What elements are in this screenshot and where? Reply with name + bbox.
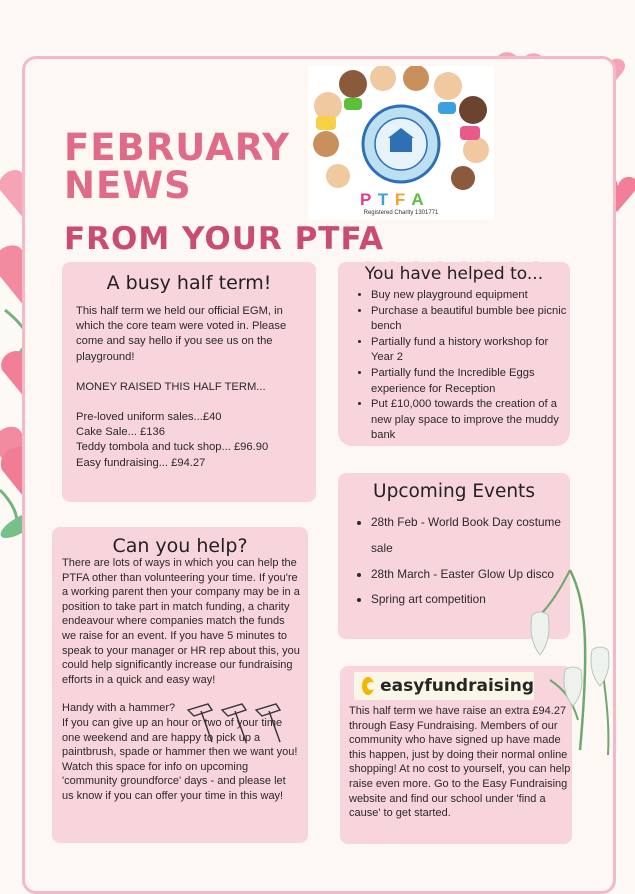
- helped-card: [338, 262, 570, 446]
- help-para-match-funding: There are lots of ways in which you can help the PTFA other than volunteering your time. If you're a working parent then your company may be in a position to take part in match funding, a charity endeavour where companies match the funds we raise for an event. If you have 5 minutes to speak to your manager or HR rep about this, you could help significantly increase our fundraising efforts in a quick and easy way!: [62, 557, 300, 686]
- title-february: FEBRUARY: [64, 126, 291, 169]
- registration-number: Registered Charity 1301771: [363, 210, 439, 216]
- help-heading: Can you help?: [112, 535, 248, 557]
- busy-half-term-card: [62, 262, 316, 502]
- money-item: Pre-loved uniform sales...£40: [76, 411, 222, 424]
- money-item: Easy fundraising... £94.27: [76, 456, 206, 469]
- helped-item: • Partially fund the Incredible Eggs experience for Reception: [371, 366, 570, 397]
- money-heading: MONEY RAISED THIS HALF TERM...: [76, 380, 266, 393]
- busy-heading: A busy half term!: [106, 272, 272, 294]
- easyfundraising-text: This half term we have raise an extra £94.27 through Easy Fundraising. Members of our community who have signed up have made this happen, just by doing their normal online shopping! At no cost to yourself, you can help raise even more. Go to the Easy Fundraising website and find our school under 'find a cause' to get started.: [349, 705, 571, 820]
- ptfa-logo: [308, 66, 494, 220]
- event-item: • 28th Feb - World Book Day costume sale: [371, 510, 570, 562]
- helped-item: • Purchase a beautiful bumble bee picnic bench: [371, 304, 570, 335]
- event-item: • Spring art competition: [371, 587, 570, 613]
- can-you-help-card: [52, 527, 308, 843]
- events-heading: Upcoming Events: [373, 481, 535, 502]
- ptfa-letter: P: [360, 190, 373, 209]
- easyfundraising-logo: [354, 672, 534, 700]
- money-item: Teddy tombola and tuck shop... £96.90: [76, 441, 269, 454]
- helped-item: • Partially fund a history workshop for Year 2: [371, 335, 570, 366]
- help-hammer-heading: Handy with a hammer?: [62, 702, 176, 715]
- title-news: NEWS: [64, 164, 192, 207]
- snowdrop-decoration: [510, 560, 635, 760]
- title-from-your-ptfa: FROM YOUR PTFA: [64, 221, 385, 257]
- easyfundraising-brand: easyfundraising: [380, 676, 534, 696]
- event-item: • 28th March - Easter Glow Up disco: [371, 562, 570, 588]
- help-para-groundforce: If you can give up an hour or two of your time one weekend and are happy to pick up a paintbrush, spade or hammer then we want you! Watch this space for info on upcoming 'community groundforce' days - and please let us know if you can offer your time in this way!: [62, 716, 298, 802]
- hammer-icon: [256, 704, 280, 742]
- ptfa-letter: F: [394, 190, 407, 209]
- ptfa-logo-emblem: [308, 66, 494, 196]
- helped-heading: You have helped to...: [364, 264, 544, 284]
- hammers-decoration: [186, 700, 286, 746]
- helped-item: • Buy new playground equipment: [371, 288, 570, 304]
- ptfa-letters: [360, 190, 425, 210]
- ptfa-letter: T: [377, 190, 390, 209]
- hammer-icon: [188, 704, 212, 742]
- busy-intro: This half term we held our official EGM, in which the core team were voted in. Please come and say hello if you see us on the playground!: [76, 305, 287, 363]
- money-item: Cake Sale... £136: [76, 426, 165, 439]
- hammer-icon: [222, 704, 246, 742]
- sun-icon: [362, 677, 374, 695]
- helped-item: • Put £10,000 towards the creation of a new play space to improve the muddy bank: [371, 397, 570, 444]
- ptfa-letter: A: [411, 190, 425, 209]
